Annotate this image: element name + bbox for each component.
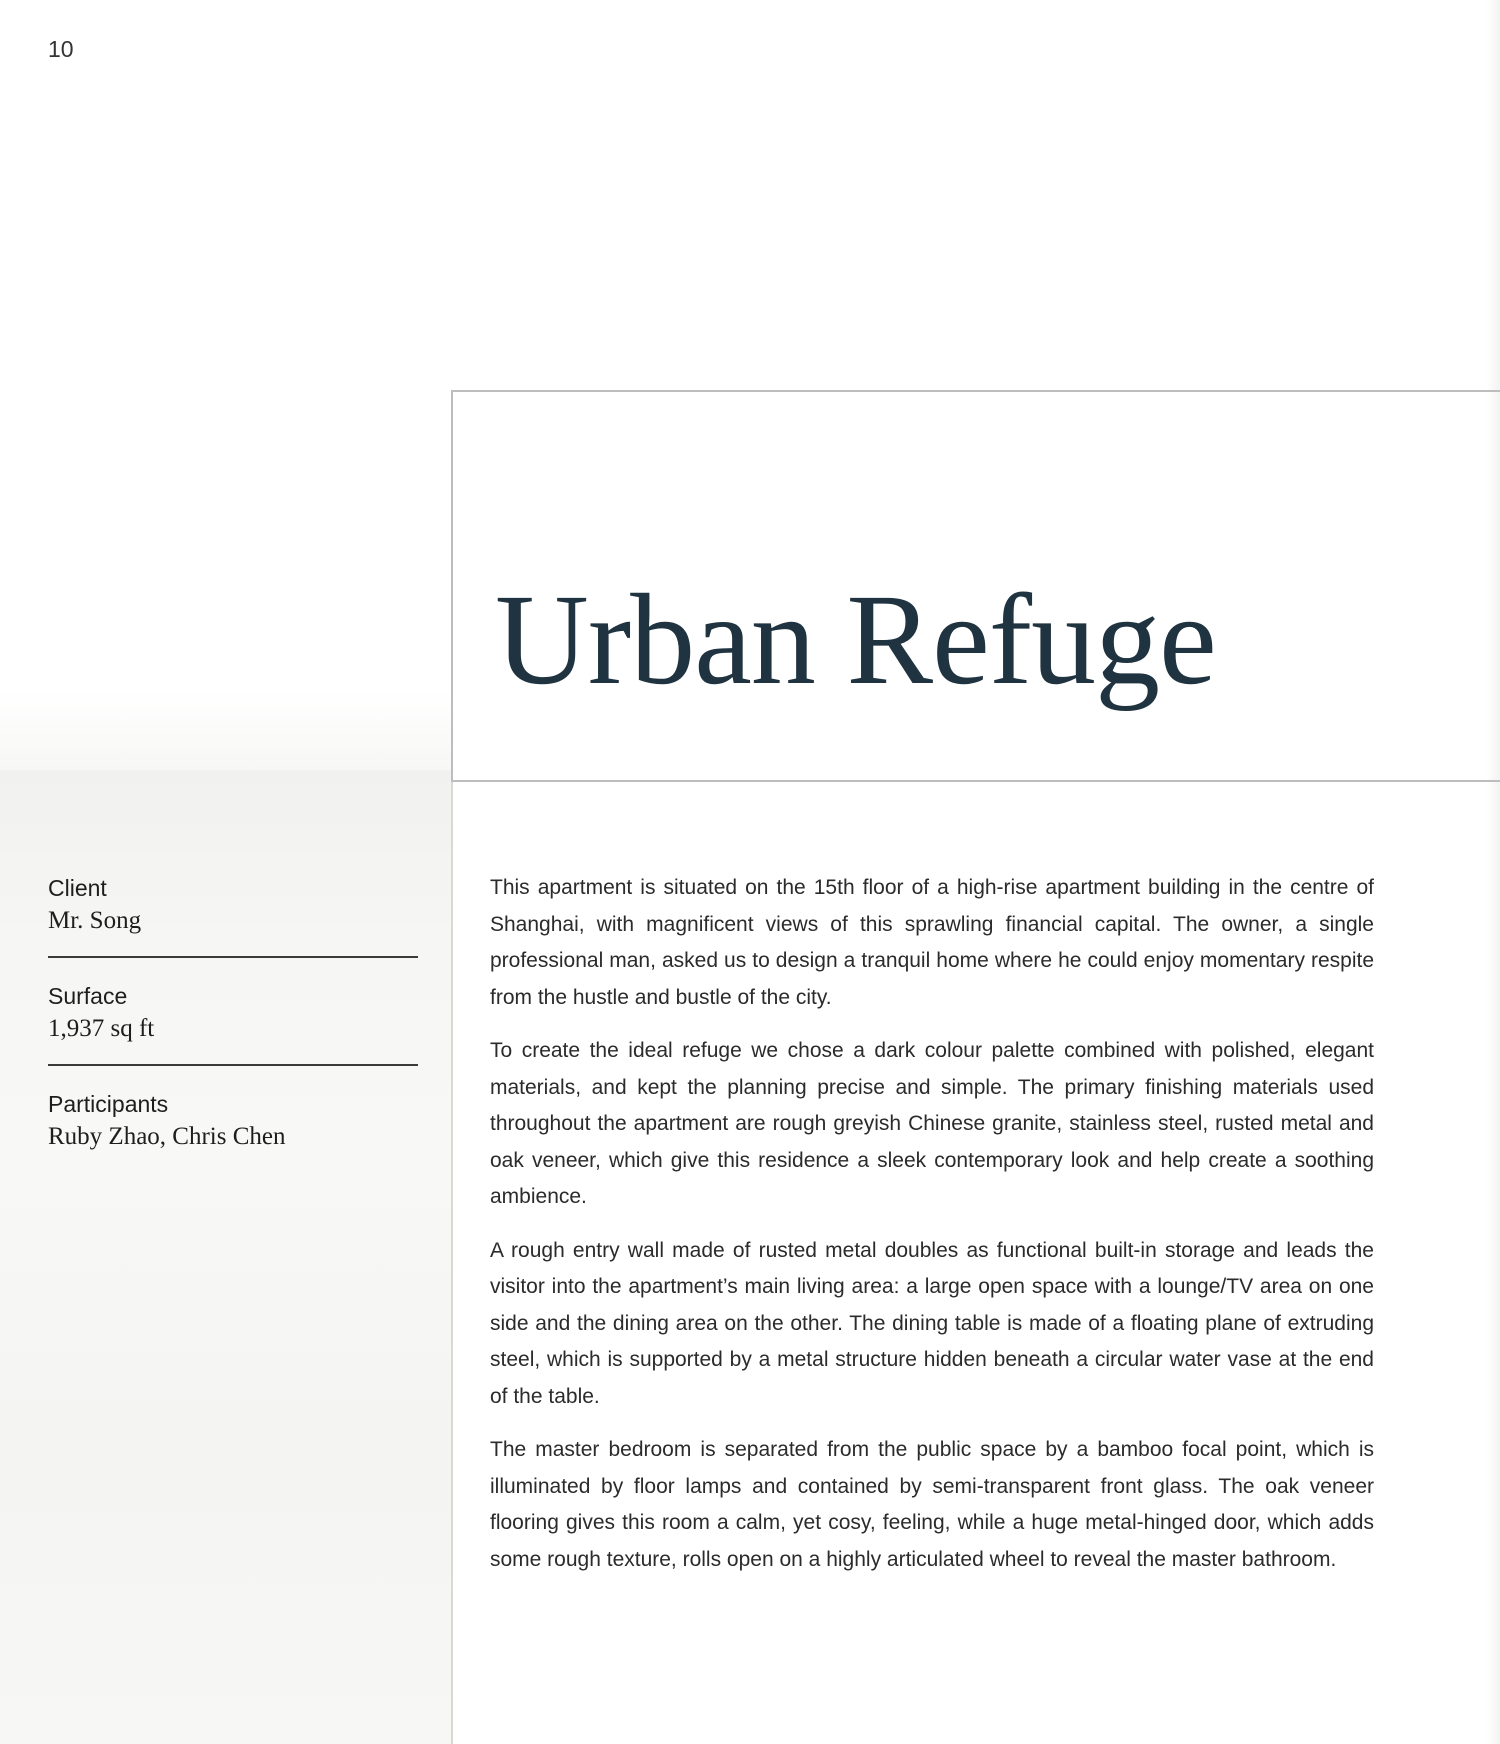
fact-value: 1,937 sq ft xyxy=(48,1015,155,1043)
page-number: 10 xyxy=(48,36,74,62)
article-body xyxy=(490,870,1374,1595)
paragraph: A rough entry wall made of rusted metal doubles as functional built-in storage and leads the visitor into the apartment’s main living area: a large open space with a lounge/TV area on one side and the dining area on the other. The dining table is made of a floating plane of extruding steel, which is supported by a metal structure hidden beneath a circular water vase at the end of the table. xyxy=(490,1238,1374,1408)
page-title: Urban Refuge xyxy=(495,568,1216,712)
fact-label: Surface xyxy=(48,982,128,1009)
paragraph: To create the ideal refuge we chose a dark colour palette combined with polished, elegant materials, and kept the planning precise and simple. The primary finishing materials used throughout the apartment are rough greyish Chinese granite, stainless steel, rusted metal and oak veneer, which give this residence a sleek contemporary look and help create a soothing ambience. xyxy=(490,1039,1374,1208)
project-facts xyxy=(48,872,418,1194)
fact-client xyxy=(48,872,418,958)
fact-label: Client xyxy=(48,875,107,901)
paragraph: The master bedroom is separated from the public space by a bamboo focal point, which is illuminated by floor lamps and contained by semi-transparent front glass. The oak veneer flooring gives this room a calm, yet cosy, feeling, while a huge metal-hinged door, which adds some rough texture, rolls open on a highly articulated wheel to reveal the master bathroom. xyxy=(490,1438,1374,1571)
fact-surface xyxy=(48,980,418,1066)
paragraph: This apartment is situated on the 15th floor of a high-rise apartment building in the centre of Shanghai, with magnificent views of this sprawling financial capital. The owner, a single professional man, asked us to design a tranquil home where he could enjoy momentary respite from the hustle and bustle of the city. xyxy=(490,876,1374,1009)
sidebar-edge xyxy=(451,780,453,1744)
page-right-edge xyxy=(1486,0,1500,1744)
fact-participants xyxy=(48,1088,418,1172)
fact-value: Ruby Zhao, Chris Chen xyxy=(48,1123,286,1151)
fact-label: Participants xyxy=(48,1090,169,1117)
fact-value: Mr. Song xyxy=(48,907,142,935)
sidebar-shadow-top xyxy=(0,690,452,780)
